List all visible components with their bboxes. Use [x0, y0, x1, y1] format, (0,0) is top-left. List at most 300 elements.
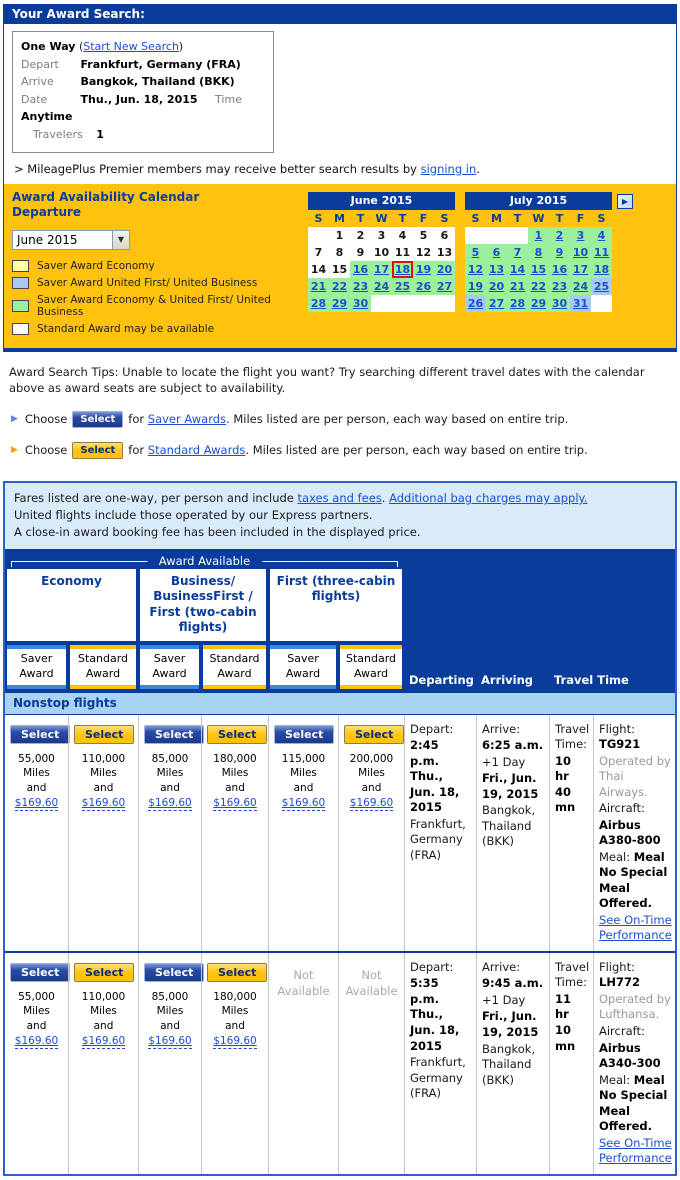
calendar-empty-cell	[507, 227, 528, 244]
travel-time-value: 10 hr 40 mn	[555, 753, 576, 815]
calendar-day	[591, 278, 612, 295]
award-miles: 200,000 Miles	[349, 752, 394, 779]
award-type-header-standard: Standard Award	[203, 645, 266, 689]
calendar-day-link[interactable]: 29	[331, 296, 348, 310]
operated-by: Operated by Thai Airways.	[599, 753, 671, 799]
cabin-header-economy: Economy	[7, 569, 136, 641]
calendar-day	[528, 278, 549, 295]
award-search-tips	[3, 352, 677, 479]
calendar-day-link[interactable]: 7	[513, 245, 522, 259]
legend-label: Standard Award may be available	[37, 322, 215, 335]
section-title-bar	[4, 4, 676, 24]
search-summary-area	[4, 24, 676, 184]
arrive-city: Bangkok, Thailand (BKK)	[482, 803, 536, 849]
calendar-day	[371, 278, 392, 295]
calendar-empty-cell	[392, 295, 413, 312]
calendar-day	[350, 278, 371, 295]
trip-type-line	[21, 38, 265, 56]
choice-prefix: Choose	[24, 443, 68, 458]
award-and: and	[225, 782, 245, 795]
calendar-day: 12	[413, 244, 434, 261]
flight-info-cell	[593, 953, 677, 1174]
depart-label: Depart	[21, 57, 59, 71]
calendar-day-link[interactable]: 22	[331, 279, 348, 293]
bracket-tick	[397, 561, 398, 567]
calendar-day-link[interactable]: 25	[394, 279, 411, 293]
calendar-day	[308, 295, 329, 312]
next-month-arrow-icon[interactable]: ▶	[617, 194, 633, 209]
award-price	[10, 796, 63, 810]
arrive-time: 9:45 a.m.	[482, 976, 544, 991]
arrive-value: Bangkok, Thailand (BKK)	[80, 75, 235, 89]
calendar-day-link[interactable]: 6	[492, 245, 501, 259]
calendar-day: 7	[308, 244, 329, 261]
award-type-header-saver: Saver Award	[270, 645, 336, 689]
day-of-week-header: S	[471, 211, 480, 225]
calendar-empty-cell	[486, 227, 507, 244]
operated-by: Operated by Lufthansa.	[599, 991, 671, 1022]
award-miles: 180,000 Miles	[213, 752, 257, 779]
cabin-header-first: First (three-cabin flights)	[270, 569, 402, 641]
col-header-departing: Departing	[409, 672, 474, 687]
fare-note-line-3: A close-in award booking fee has been included in the displayed price.	[14, 525, 421, 540]
fare-note	[5, 483, 675, 549]
calendar-day-link[interactable]: 30	[352, 296, 369, 310]
award-and: and	[160, 782, 180, 795]
calendar-day: 11	[392, 244, 413, 261]
bag-charges-link[interactable]: Additional bag charges may apply.	[389, 490, 588, 505]
calendar-day	[371, 261, 392, 278]
arrow-bullet-icon: ▶	[11, 413, 18, 424]
fare-note-text: Fares listed are one-way, per person and include	[14, 490, 294, 505]
bracket-tick	[11, 561, 12, 567]
calendar-day-link[interactable]: 23	[551, 279, 568, 293]
meal-line: Meal: Meal No Special Meal Offered.	[599, 849, 668, 911]
calendar-day-link[interactable]: 23	[352, 279, 369, 293]
legend-item	[12, 323, 298, 335]
calendar-day-link[interactable]: 26	[415, 279, 432, 293]
aircraft-label: Aircraft:	[599, 1024, 645, 1038]
calendar-day	[528, 244, 549, 261]
arrive-date: Fri., Jun. 19, 2015	[482, 771, 539, 801]
choice-suffix: . Miles listed are per person, each way based on entire trip.	[245, 443, 588, 458]
award-price-link[interactable]: $169.60	[281, 797, 326, 810]
award-cell	[138, 953, 201, 1174]
date-label: Date	[21, 92, 48, 106]
award-cell	[201, 715, 268, 951]
calendar-legend	[12, 260, 298, 335]
calendar-day	[570, 295, 591, 312]
award-price-link[interactable]: $169.60	[213, 797, 257, 810]
flight-row	[5, 951, 675, 1174]
calendar-day-link[interactable]: 18	[394, 262, 411, 276]
award-miles: 115,000 Miles	[281, 752, 326, 779]
calendar-day: 4	[392, 227, 413, 244]
calendar-day-link[interactable]: 17	[373, 262, 390, 276]
award-cell	[68, 715, 138, 951]
legend-swatch-icon	[12, 260, 29, 272]
calendar-day-link[interactable]: 21	[310, 279, 327, 293]
day-of-week-header: W	[532, 211, 545, 225]
award-available-bracket	[11, 553, 398, 568]
award-cell	[68, 953, 138, 1174]
saver-choice-line	[11, 411, 671, 428]
meal-value: Meal No Special Meal Offered.	[599, 849, 668, 911]
calendar-day-link[interactable]: 19	[467, 279, 484, 293]
award-type-header-saver: Saver Award	[140, 645, 199, 689]
award-availability-calendar	[4, 184, 676, 351]
award-miles: 180,000 Miles	[213, 990, 257, 1018]
travelers-count: 1	[96, 127, 104, 141]
award-miles: 55,000 Miles	[18, 752, 55, 779]
legend-item	[12, 294, 298, 318]
award-price-link[interactable]: $169.60	[14, 797, 59, 810]
calendar-day-link[interactable]: 27	[488, 296, 505, 310]
calendar-day	[465, 295, 486, 312]
award-price-link[interactable]: $169.60	[148, 797, 192, 810]
arrive-cell	[476, 953, 549, 1174]
day-of-week-header: T	[398, 211, 407, 225]
time-label: Time	[215, 92, 242, 106]
search-summary-box	[12, 31, 274, 153]
month-select[interactable]	[12, 230, 130, 250]
award-cell	[268, 953, 338, 1174]
not-available-label: Not Available	[345, 967, 398, 999]
calendar-day-link[interactable]: 3	[576, 228, 585, 242]
award-price-link[interactable]: $169.60	[14, 1035, 59, 1048]
calendar-day-link[interactable]: 16	[551, 262, 568, 276]
day-of-week-header: M	[491, 211, 502, 225]
calendar-day	[465, 244, 486, 261]
calendar-day-link[interactable]: 25	[593, 279, 610, 293]
start-new-search-link[interactable]: Start New Search	[83, 40, 179, 53]
trip-type: One Way	[21, 40, 76, 53]
depart-label: Depart:	[410, 959, 454, 974]
award-price-link[interactable]: $169.60	[81, 1035, 126, 1048]
award-cell	[5, 715, 68, 951]
legend-item	[12, 277, 298, 289]
calendar-day	[507, 295, 528, 312]
day-of-week-header: S	[597, 211, 606, 225]
calendar-day-link[interactable]: 14	[509, 262, 526, 276]
calendar-day	[570, 261, 591, 278]
calendar-day-link[interactable]: 11	[593, 245, 610, 259]
depart-label: Depart:	[410, 721, 454, 736]
legend-label: Saver Award United First/ United Business	[37, 276, 258, 289]
calendar-day	[434, 278, 455, 295]
calendar-empty-cell	[434, 295, 455, 312]
select-button[interactable]: Select	[144, 725, 204, 744]
calendar-day-link[interactable]: 5	[471, 245, 480, 259]
award-price	[10, 1034, 63, 1048]
calendar-day: 2	[350, 227, 371, 244]
page-title: Your Award Search:	[12, 7, 145, 21]
award-price-link[interactable]: $169.60	[213, 1035, 257, 1048]
select-button[interactable]: Select	[74, 725, 134, 744]
calendar-day-link[interactable]: 16	[352, 262, 369, 276]
award-price	[144, 796, 196, 810]
travel-time-label: Travel Time:	[555, 721, 590, 752]
award-search-section	[3, 4, 677, 352]
paren-open: (	[78, 40, 84, 53]
tips-intro: Award Search Tips: Unable to locate the flight you want? Try searching different travel dates with the calendar above as award seats are subject to availability.	[9, 364, 645, 396]
calendar-day	[413, 278, 434, 295]
award-and: and	[361, 782, 382, 795]
select-button[interactable]: Select	[10, 725, 70, 744]
day-of-week-header: M	[334, 211, 345, 225]
calendar-day	[570, 244, 591, 261]
calendar-empty-cell	[413, 295, 434, 312]
legend-item	[12, 260, 298, 272]
calendar-day-link[interactable]: 2	[555, 228, 564, 242]
calendar-day-link[interactable]: 13	[488, 262, 505, 276]
day-of-week-header: T	[356, 211, 365, 225]
calendar-day: 13	[434, 244, 455, 261]
calendar-day	[570, 278, 591, 295]
calendar-empty-cell	[371, 295, 392, 312]
arrow-bullet-icon: ▶	[11, 444, 18, 455]
day-of-week-header: T	[513, 211, 522, 225]
award-and: and	[93, 782, 114, 795]
month-select-value: June 2015	[17, 232, 78, 247]
award-and: and	[26, 1020, 47, 1033]
calendar-day-link[interactable]: 28	[509, 296, 526, 310]
day-of-week-header: S	[314, 211, 323, 225]
legend-swatch-icon	[12, 300, 29, 312]
award-and: and	[293, 782, 314, 795]
select-button[interactable]: Select	[207, 963, 267, 982]
calendar-day-link[interactable]: 17	[572, 262, 589, 276]
award-price	[274, 796, 333, 810]
calendar-day	[308, 278, 329, 295]
travelers-row	[21, 126, 265, 144]
award-type-header-saver: Saver Award	[7, 645, 66, 689]
date-value: Thu., Jun. 18, 2015	[80, 92, 198, 106]
choice-suffix: . Miles listed are per person, each way based on entire trip.	[226, 412, 569, 427]
travel-time-value: 11 hr 10 mn	[555, 991, 576, 1053]
arrive-label: Arrive	[21, 75, 54, 89]
calendar-month	[465, 192, 633, 312]
depart-cell	[404, 715, 476, 951]
calendar-day	[350, 295, 371, 312]
saver-select-example-button[interactable]: Select	[72, 411, 123, 428]
award-miles: 110,000 Miles	[81, 990, 126, 1018]
flight-row	[5, 715, 675, 951]
calendar-day	[507, 244, 528, 261]
legend-label: Saver Award Economy & United First/ United Business	[37, 293, 271, 318]
calendar-day	[528, 227, 549, 244]
calendar-empty-cell	[465, 227, 486, 244]
signing-in-link[interactable]: signing in	[420, 161, 477, 176]
calendar-day-link[interactable]: 10	[572, 245, 589, 259]
calendar-day	[486, 295, 507, 312]
arrive-cell	[476, 715, 549, 951]
award-cell	[268, 715, 338, 951]
calendar-day-link[interactable]: 26	[467, 296, 484, 310]
calendar-day	[549, 227, 570, 244]
calendar-day-link[interactable]: 27	[436, 279, 453, 293]
calendar-day	[570, 227, 591, 244]
calendar-day-link[interactable]: 12	[467, 262, 484, 276]
depart-row	[21, 56, 265, 74]
calendar-day-link[interactable]: 21	[509, 279, 526, 293]
award-price	[144, 1034, 196, 1048]
arrive-row	[21, 73, 265, 91]
calendar-day	[486, 278, 507, 295]
award-price	[74, 1034, 133, 1048]
depart-time-date: 5:35 p.m. Thu., Jun. 18, 2015	[410, 976, 460, 1053]
calendar-day	[528, 295, 549, 312]
calendar-table	[465, 192, 612, 312]
flight-rows	[5, 715, 675, 1174]
calendar-day-link[interactable]: 28	[310, 296, 327, 310]
award-available-label: Award Available	[147, 554, 262, 568]
standard-select-example-button[interactable]: Select	[72, 442, 123, 459]
award-cell	[138, 715, 201, 951]
award-cell	[338, 953, 404, 1174]
calendar-day-link[interactable]: 1	[534, 228, 543, 242]
day-of-week-header: W	[375, 211, 388, 225]
award-price	[207, 796, 263, 810]
award-and: and	[26, 782, 47, 795]
calendar-day: 9	[350, 244, 371, 261]
calendar-day	[507, 261, 528, 278]
calendar-day	[591, 227, 612, 244]
calendar-day-link[interactable]: 18	[593, 262, 610, 276]
calendar-day: 3	[371, 227, 392, 244]
arrive-date: Fri., Jun. 19, 2015	[482, 1009, 539, 1039]
flight-number: TG921	[599, 737, 641, 752]
award-price-link[interactable]: $169.60	[349, 797, 394, 810]
choice-mid: for	[128, 412, 145, 427]
award-miles: 85,000 Miles	[151, 990, 189, 1018]
meal-line: Meal: Meal No Special Meal Offered.	[599, 1072, 668, 1134]
taxes-and-fees-link[interactable]: taxes and fees	[297, 490, 382, 505]
calendar-day: 10	[371, 244, 392, 261]
award-cell	[338, 715, 404, 951]
fare-note-line-2: United flights include those operated by our Express partners.	[14, 508, 373, 523]
calendar-day-link[interactable]: 30	[551, 296, 568, 310]
calendar-controls	[12, 190, 298, 340]
award-type-header-standard: Standard Award	[70, 645, 136, 689]
standard-awards-link[interactable]: Standard Awards	[147, 443, 246, 458]
award-price-link[interactable]: $169.60	[148, 1035, 192, 1048]
select-button[interactable]: Select	[144, 963, 204, 982]
not-available-label: Not Available	[277, 967, 330, 999]
calendar-day	[486, 244, 507, 261]
calendar-day: 1	[329, 227, 350, 244]
calendar-table	[308, 192, 455, 312]
calendar-day	[549, 278, 570, 295]
calendar-title: Award Availability Calendar	[12, 189, 200, 204]
arrive-label: Arrive:	[482, 959, 521, 974]
calendar-day	[507, 278, 528, 295]
aircraft-value: Airbus A340-300	[599, 1040, 661, 1071]
day-of-week-header: T	[555, 211, 564, 225]
calendar-day-link[interactable]: 15	[530, 262, 547, 276]
award-and: and	[93, 1020, 114, 1033]
calendar-day-link[interactable]: 24	[572, 279, 589, 293]
calendar-day-link[interactable]: 4	[597, 228, 606, 242]
calendar-month	[308, 192, 455, 312]
saver-awards-link[interactable]: Saver Awards	[147, 412, 227, 427]
calendar-day	[465, 278, 486, 295]
calendar-day	[549, 295, 570, 312]
calendar-day	[392, 278, 413, 295]
calendar-day	[413, 261, 434, 278]
time-value: Anytime	[21, 110, 73, 124]
day-of-week-header: F	[576, 211, 585, 225]
calendar-day-link[interactable]: 20	[488, 279, 505, 293]
day-of-week-header: F	[419, 211, 428, 225]
award-price	[74, 796, 133, 810]
choice-mid: for	[128, 443, 145, 458]
calendar-month-title: June 2015	[308, 192, 455, 210]
select-button[interactable]: Select	[74, 963, 134, 982]
calendar-day	[591, 261, 612, 278]
depart-time-date: 2:45 p.m. Thu., Jun. 18, 2015	[410, 738, 460, 815]
search-results-section	[3, 481, 677, 1176]
nonstop-flights-label: Nonstop flights	[5, 693, 675, 715]
select-button[interactable]: Select	[344, 725, 404, 744]
award-price-link[interactable]: $169.60	[81, 797, 126, 810]
award-miles: 55,000 Miles	[18, 990, 55, 1018]
premier-note	[14, 162, 668, 176]
on-time-performance-link[interactable]: See On-Time Performance	[599, 1135, 672, 1166]
calendar-day-link[interactable]: 29	[530, 296, 547, 310]
calendar-day	[329, 278, 350, 295]
award-cell	[5, 953, 68, 1174]
calendar-day	[329, 295, 350, 312]
calendar-empty-cell	[591, 295, 612, 312]
select-button[interactable]: Select	[10, 963, 70, 982]
calendar-day	[434, 261, 455, 278]
depart-cell	[404, 953, 476, 1174]
arrive-plus-day: +1 Day	[482, 992, 526, 1007]
calendar-day-link[interactable]: 8	[534, 245, 543, 259]
calendar-months	[298, 190, 633, 340]
calendar-day-link[interactable]: 20	[436, 262, 453, 276]
calendar-day-link[interactable]: 9	[555, 245, 564, 259]
arrive-label: Arrive:	[482, 721, 521, 736]
select-button[interactable]: Select	[207, 725, 267, 744]
depart-city: Frankfurt, Germany (FRA)	[410, 816, 466, 862]
calendar-day	[549, 244, 570, 261]
depart-value: Frankfurt, Germany (FRA)	[80, 57, 241, 71]
award-miles: 85,000 Miles	[151, 752, 189, 779]
calendar-day: 6	[434, 227, 455, 244]
calendar-month-title: July 2015	[465, 192, 612, 210]
calendar-day-selected	[392, 261, 413, 278]
aircraft-label: Aircraft:	[599, 801, 645, 816]
calendar-day: 8	[329, 244, 350, 261]
results-table-header	[5, 549, 675, 693]
calendar-day-link[interactable]: 24	[373, 279, 390, 293]
award-cell	[201, 953, 268, 1174]
calendar-day: 15	[329, 261, 350, 278]
premier-text: > MileagePlus Premier members may receive better search results by	[14, 161, 417, 176]
calendar-day-link[interactable]: 22	[530, 279, 547, 293]
calendar-day-link[interactable]: 19	[415, 262, 432, 276]
award-miles: 110,000 Miles	[81, 752, 126, 779]
select-button[interactable]: Select	[274, 725, 334, 744]
col-header-arriving: Arriving	[481, 672, 534, 687]
chevron-down-icon[interactable]: ▼	[112, 231, 129, 249]
calendar-day-link[interactable]: 31	[572, 296, 589, 310]
on-time-performance-link[interactable]: See On-Time Performance	[599, 912, 672, 943]
travelers-label: Travelers	[33, 127, 83, 141]
premier-suffix: .	[476, 161, 480, 176]
